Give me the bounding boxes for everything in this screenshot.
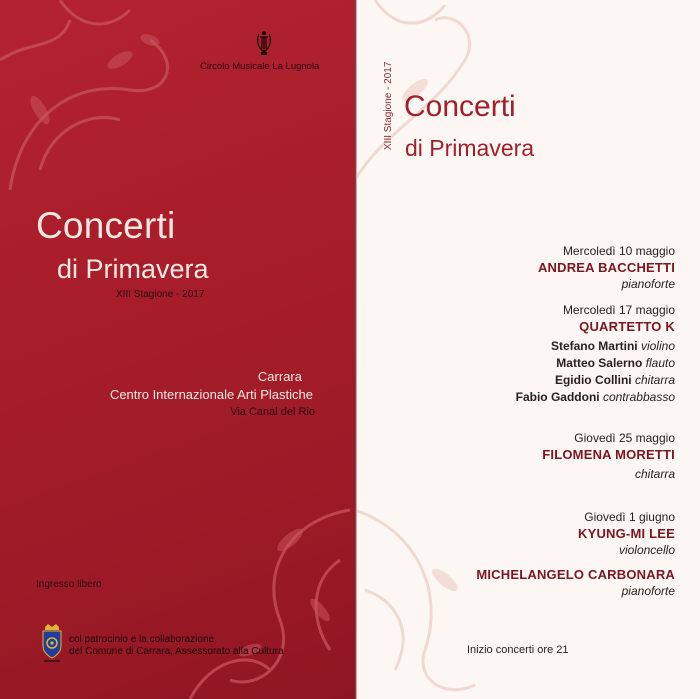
entry-note: Ingresso libero (36, 579, 102, 590)
program-subtitle: di Primavera (405, 135, 535, 161)
patronage-line-1: col patrocinio e la collaborazione (69, 634, 215, 645)
concert-event (542, 430, 675, 482)
ensemble-member (516, 355, 675, 372)
member-instrument: chitarra (634, 373, 675, 387)
cover-title: Concerti (36, 205, 176, 246)
municipal-crest-icon (40, 624, 64, 664)
event-date: Giovedì 1 giugno (584, 510, 675, 524)
member-instrument: flauto (645, 356, 675, 370)
member-name: Fabio Gaddoni (515, 390, 600, 404)
start-time-note: Inizio concerti ore 21 (467, 644, 569, 656)
ensemble-member (516, 338, 675, 355)
association-name: Circolo Musicale La Lugnola (200, 61, 320, 72)
event-artist: FILOMENA MORETTI (542, 447, 675, 462)
event-date: Mercoledì 10 maggio (562, 244, 675, 258)
event-instrument-2: pianoforte (621, 584, 675, 598)
event-instrument: violoncello (618, 543, 675, 557)
patronage-line-2: del Comune di Carrara, Assessorato alla Cultura (69, 646, 284, 657)
concert-event (476, 509, 675, 599)
city: Carrara (257, 369, 302, 384)
cover-season: XIII Stagione - 2017 (116, 289, 205, 300)
member-instrument: contrabbasso (602, 390, 675, 404)
program-title: Concerti (404, 90, 516, 123)
ensemble-member (516, 372, 675, 389)
member-name: Matteo Salerno (556, 356, 643, 370)
concert-event (538, 243, 675, 292)
ensemble-member (516, 389, 675, 406)
floral-ornament-top (0, 0, 200, 200)
event-artist: KYUNG-MI LEE (577, 526, 675, 541)
event-artist: QUARTETTO K (579, 319, 675, 334)
event-date: Mercoledì 17 maggio (562, 303, 675, 317)
floral-ornament-bottom (170, 500, 355, 699)
event-instrument: chitarra (634, 467, 675, 481)
venue: Centro Internazionale Arti Plastiche (109, 387, 313, 402)
concert-event (516, 302, 675, 406)
cover-subtitle: di Primavera (57, 254, 209, 284)
member-name: Stefano Martini (550, 339, 638, 353)
member-name: Egidio Collini (554, 373, 632, 387)
street: Via Canal del Rio (230, 406, 315, 418)
event-date: Giovedì 25 maggio (574, 431, 675, 445)
program-panel (355, 0, 700, 699)
lyre-logo-icon (255, 30, 273, 56)
fold-line (355, 0, 357, 699)
event-artist-2: MICHELANGELO CARBONARA (476, 567, 675, 582)
program-season: XIII Stagione - 2017 (383, 61, 394, 150)
event-artist: ANDREA BACCHETTI (537, 260, 675, 275)
member-instrument: violino (640, 339, 675, 353)
event-instrument: pianoforte (621, 277, 675, 291)
